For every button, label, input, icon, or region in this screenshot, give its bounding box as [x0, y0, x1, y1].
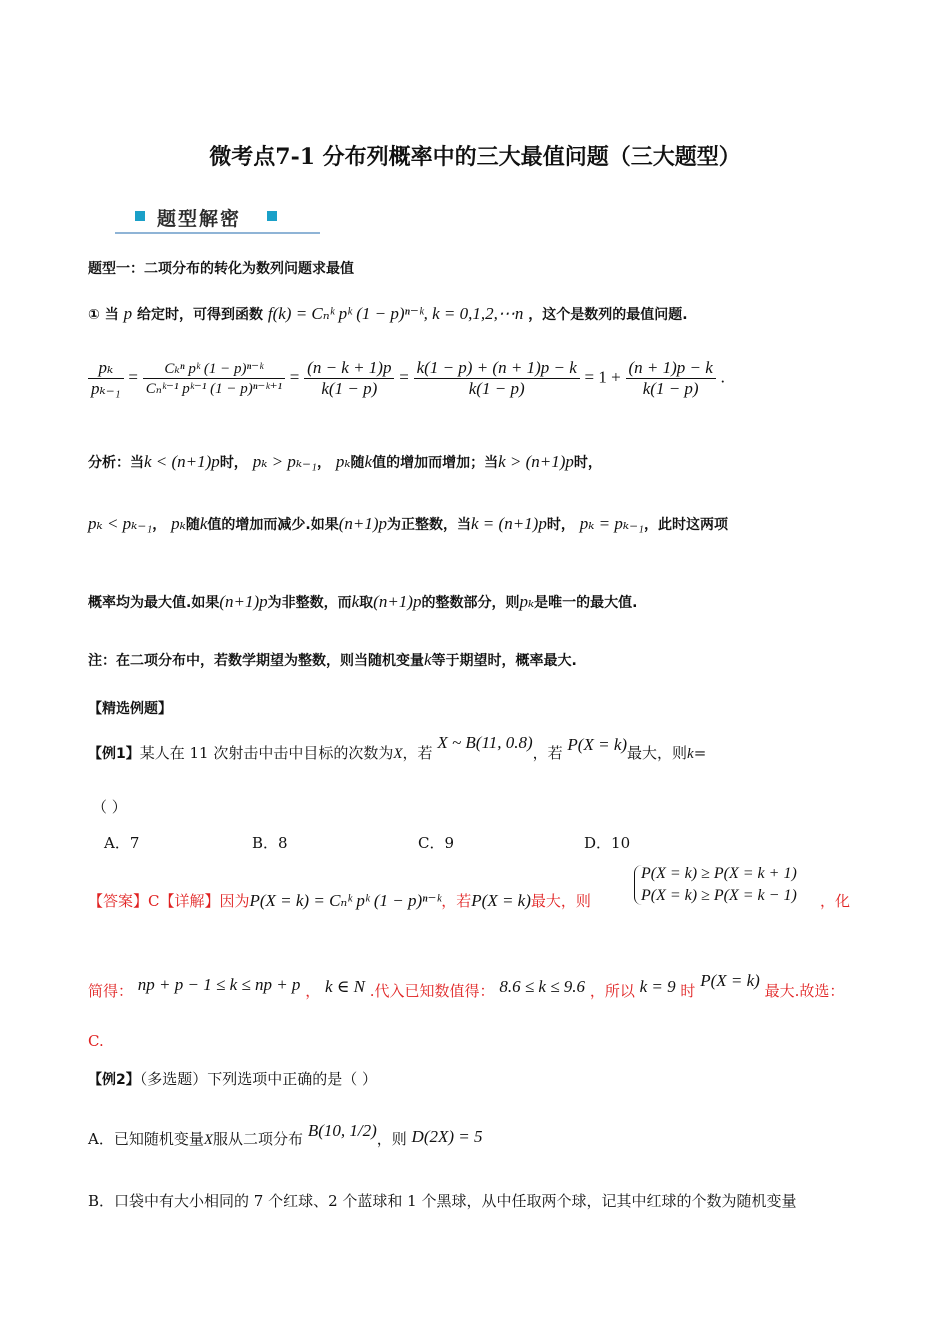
type1-intro: ① 当 p 给定时，可得到函数 f(k) = Cₙᵏ pᵏ (1 − p)ⁿ⁻ᵏ, k = 0,1,2,⋯n ，这个是数列的最值问题. [88, 304, 688, 323]
banner-text: 题型解密 [157, 208, 242, 230]
analysis-line-3: 概率均为最大值.如果(n+1)p为非整数，而k取(n+1)p的整数部分，则pₖ是唯一的最大值. [88, 592, 638, 611]
section-banner [115, 202, 320, 234]
pmf-formula: f(k) = Cₙᵏ pᵏ (1 − p)ⁿ⁻ᵏ, k = 0,1,2,⋯n [267, 304, 524, 323]
option-a: A．7 [104, 834, 140, 852]
example-2-option-b: B．口袋中有大小相同的 7 个红球、2 个蓝球和 1 个黑球，从中任取两个球，记其中红球的个数为随机变量 [88, 1192, 797, 1210]
example-2: 【例2】（多选题）下列选项中正确的是（ ） [88, 1070, 378, 1088]
ratio-formula: $\frac{\text{pₖ}}{\text{pₖ₋₁}}$ = $\frac{\text{Cₖⁿ pᵏ (1 − p)ⁿ⁻ᵏ}}{\text{Cₙᵏ⁻¹ pᵏ⁻¹ (1 − p)ⁿ⁻ᵏ⁺¹}}$ = $\frac{(n - k + 1)p}{k(1 - p)}$ = $\frac{k(1 - p) + (n + 1)p - k}{k(1 - p)}$ = 1 + $\frac{(n + 1)p - k}{k(1 - p)}$ . [88, 358, 725, 399]
option-c: C．9 [418, 834, 455, 852]
answer-1-choice: C. [88, 1032, 104, 1050]
square-bullet-icon [135, 211, 145, 221]
analysis-line-2: pₖ < pₖ₋₁， pₖ随k值的增加而减少.如果(n+1)p为正整数，当k = (n+1)p时， pₖ = pₖ₋₁，此时这两项 [88, 514, 728, 533]
analysis-line-1: 分析：当k < (n+1)p时， pₖ > pₖ₋₁， pₖ随k值的增加而增加；当k > (n+1)p时， [88, 452, 602, 471]
banner-underline [115, 232, 320, 234]
answer-1-line-1: 【答案】C【详解】因为P(X = k) = Cₙᵏ pᵏ (1 − p)ⁿ⁻ᵏ，若P(X = k)最大，则 [88, 891, 591, 910]
selected-examples-heading: 【精选例题】 [88, 701, 172, 717]
square-bullet-icon [267, 211, 277, 221]
example-2-option-a: A．已知随机变量X服从二项分布 B(10, 1/2)，则 D(2X) = 5 [88, 1121, 483, 1148]
type1-heading: 题型一：二项分布的转化为数列问题求最值 [88, 261, 354, 277]
note: 注：在二项分布中，若数学期望为整数，则当随机变量k等于期望时，概率最大. [88, 650, 577, 669]
example-1: 【例1】某人在 11 次射击中击中目标的次数为X，若 X ~ B(11, 0.8)，若 P(X = k)最大，则k= [88, 733, 707, 762]
inequality-system: P(X = k) ≥ P(X = k + 1) P(X = k) ≥ P(X = k − 1) [634, 865, 797, 905]
answer-1-line-1-end: ，化 [820, 892, 851, 910]
example-1-paren: （ ） [92, 798, 127, 816]
answer-1-line-2: 简得： np + p − 1 ≤ k ≤ np + p ， k ∈ N .代入已知数值得： 8.6 ≤ k ≤ 9.6 ，所以 k = 9 时 P(X = k) 最大.故选： [88, 971, 845, 1000]
option-d: D．10 [584, 834, 631, 852]
option-b: B．8 [252, 834, 288, 852]
page-title: 微考点7-1 分布列概率中的三大最值问题（三大题型） [209, 144, 741, 170]
